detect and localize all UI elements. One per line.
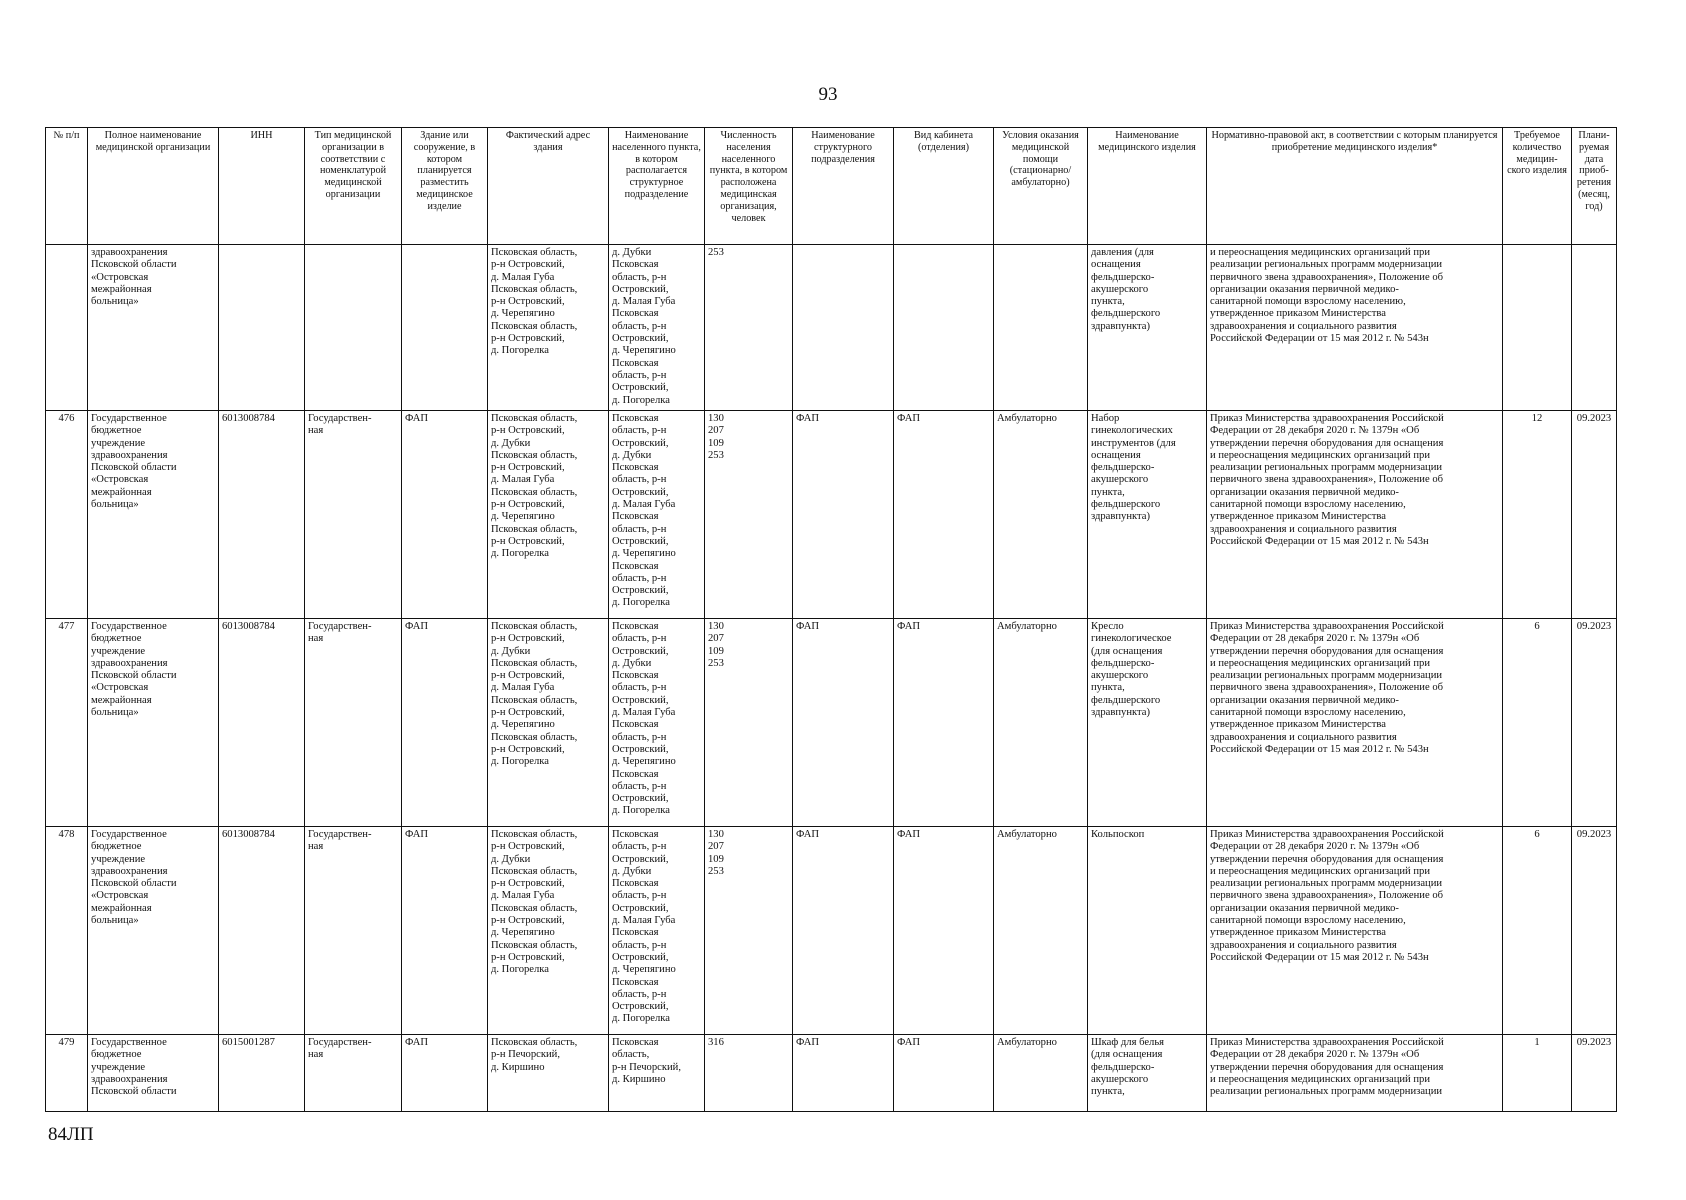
cell-num: 476	[46, 411, 88, 619]
header-act: Нормативно-правовой акт, в соответствии с которым планируется приобретение медицинского изделия*	[1207, 128, 1503, 245]
cell-cabinet	[894, 245, 994, 411]
cell-conditions: Амбулаторно	[994, 827, 1088, 1035]
cell-population: 130 207 109 253	[705, 619, 793, 827]
table-header-row	[46, 128, 1617, 245]
header-qty: Требуемое количество медицин- ского изделия	[1503, 128, 1572, 245]
cell-settlement: Псковская область, р-н Островский, д. Дубки Псковская область, р-н Островский, д. Малая Губа Псковская область, р-н Островский, д. Черепягино Псковская область, р-н Островский, д. Погорелка	[609, 411, 705, 619]
cell-act: Приказ Министерства здравоохранения Российской Федерации от 28 декабря 2020 г. № 1379н «Об утверждении перечня оборудования для оснащения и переоснащения медицинских организаций при реализации региональных программ модернизации первичного звена здравоохранения», Положение об организации оказания первичной медико- санитарной помощи взрослому населению, утвержденное приказом Министерства здравоохранения и социального развития Российской Федерации от 15 мая 2012 г. № 543н	[1207, 827, 1503, 1035]
cell-inn: 6013008784	[219, 619, 305, 827]
cell-address: Псковская область, р-н Островский, д. Малая Губа Псковская область, р-н Островский, д. Черепягино Псковская область, р-н Островский, д. Погорелка	[488, 245, 609, 411]
cell-act: Приказ Министерства здравоохранения Российской Федерации от 28 декабря 2020 г. № 1379н «Об утверждении перечня оборудования для оснащения и переоснащения медицинских организаций при реализации региональных программ модернизации первичного звена здравоохранения», Положение об организации оказания первичной медико- санитарной помощи взрослому населению, утвержденное приказом Министерства здравоохранения и социального развития Российской Федерации от 15 мая 2012 г. № 543н	[1207, 411, 1503, 619]
cell-cabinet: ФАП	[894, 1035, 994, 1112]
cell-org: Государственное бюджетное учреждение здравоохранения Псковской области «Островская межрайонная больница»	[88, 411, 219, 619]
cell-qty: 6	[1503, 619, 1572, 827]
cell-org: здравоохранения Псковской области «Островская межрайонная больница»	[88, 245, 219, 411]
cell-inn: 6013008784	[219, 827, 305, 1035]
cell-date	[1572, 245, 1617, 411]
cell-act: Приказ Министерства здравоохранения Российской Федерации от 28 декабря 2020 г. № 1379н «Об утверждении перечня оборудования для оснащения и переоснащения медицинских организаций при реализации региональных программ модернизации	[1207, 1035, 1503, 1112]
cell-building: ФАП	[402, 827, 488, 1035]
cell-num: 477	[46, 619, 88, 827]
header-building: Здание или сооружение, в котором планируется разместить медицинское изделие	[402, 128, 488, 245]
cell-date: 09.2023	[1572, 827, 1617, 1035]
page-number: 93	[818, 84, 838, 105]
cell-device: Набор гинекологических инструментов (для оснащения фельдшерско- акушерского пункта, фельдшерского здравпункта)	[1088, 411, 1207, 619]
cell-num: 478	[46, 827, 88, 1035]
cell-building: ФАП	[402, 619, 488, 827]
cell-qty: 12	[1503, 411, 1572, 619]
cell-settlement: Псковская область, р-н Островский, д. Дубки Псковская область, р-н Островский, д. Малая Губа Псковская область, р-н Островский, д. Черепягино Псковская область, р-н Островский, д. Погорелка	[609, 619, 705, 827]
cell-unit: ФАП	[793, 411, 894, 619]
cell-org: Государственное бюджетное учреждение здравоохранения Псковской области «Островская межрайонная больница»	[88, 827, 219, 1035]
cell-building: ФАП	[402, 1035, 488, 1112]
cell-address: Псковская область, р-н Островский, д. Дубки Псковская область, р-н Островский, д. Малая Губа Псковская область, р-н Островский, д. Черепягино Псковская область, р-н Островский, д. Погорелка	[488, 827, 609, 1035]
cell-date: 09.2023	[1572, 411, 1617, 619]
cell-conditions	[994, 245, 1088, 411]
cell-type	[305, 245, 402, 411]
registry-table	[45, 127, 1617, 1112]
cell-qty	[1503, 245, 1572, 411]
cell-device: давления (для оснащения фельдшерско- акушерского пункта, фельдшерского здравпункта)	[1088, 245, 1207, 411]
header-inn: ИНН	[219, 128, 305, 245]
cell-device: Кресло гинекологическое (для оснащения фельдшерско- акушерского пункта, фельдшерского здравпункта)	[1088, 619, 1207, 827]
cell-unit: ФАП	[793, 1035, 894, 1112]
cell-population: 130 207 109 253	[705, 827, 793, 1035]
cell-num: 479	[46, 1035, 88, 1112]
cell-type: Государствен- ная	[305, 411, 402, 619]
header-conditions: Условия оказания медицинской помощи (стационарно/ амбулаторно)	[994, 128, 1088, 245]
header-settlement: Наименование населенного пункта, в котором располагается структурное подразделение	[609, 128, 705, 245]
table-row	[46, 619, 1617, 827]
table-row	[46, 827, 1617, 1035]
header-org: Полное наименование медицинской организации	[88, 128, 219, 245]
cell-act: и переоснащения медицинских организаций при реализации региональных программ модернизации первичного звена здравоохранения», Положение об организации оказания первичной медико- санитарной помощи взрослому населению, утвержденное приказом Министерства здравоохранения и социального развития Российской Федерации от 15 мая 2012 г. № 543н	[1207, 245, 1503, 411]
cell-type: Государствен- ная	[305, 827, 402, 1035]
cell-act: Приказ Министерства здравоохранения Российской Федерации от 28 декабря 2020 г. № 1379н «Об утверждении перечня оборудования для оснащения и переоснащения медицинских организаций при реализации региональных программ модернизации первичного звена здравоохранения», Положение об организации оказания первичной медико- санитарной помощи взрослому населению, утвержденное приказом Министерства здравоохранения и социального развития Российской Федерации от 15 мая 2012 г. № 543н	[1207, 619, 1503, 827]
document-code: 84ЛП	[48, 1124, 94, 1145]
cell-unit	[793, 245, 894, 411]
cell-inn: 6013008784	[219, 411, 305, 619]
cell-cabinet: ФАП	[894, 411, 994, 619]
cell-population: 316	[705, 1035, 793, 1112]
cell-org: Государственное бюджетное учреждение здравоохранения Псковской области	[88, 1035, 219, 1112]
cell-conditions: Амбулаторно	[994, 411, 1088, 619]
cell-org: Государственное бюджетное учреждение здравоохранения Псковской области «Островская межрайонная больница»	[88, 619, 219, 827]
header-population: Численность населения населенного пункта, в котором расположена медицинская организация, человек	[705, 128, 793, 245]
cell-building	[402, 245, 488, 411]
cell-device: Кольпоскоп	[1088, 827, 1207, 1035]
cell-type: Государствен- ная	[305, 1035, 402, 1112]
cell-inn: 6015001287	[219, 1035, 305, 1112]
cell-conditions: Амбулаторно	[994, 619, 1088, 827]
cell-type: Государствен- ная	[305, 619, 402, 827]
header-cabinet: Вид кабинета (отделения)	[894, 128, 994, 245]
cell-qty: 1	[1503, 1035, 1572, 1112]
cell-date: 09.2023	[1572, 1035, 1617, 1112]
cell-cabinet: ФАП	[894, 827, 994, 1035]
table-row	[46, 245, 1617, 411]
cell-num	[46, 245, 88, 411]
header-type: Тип медицинской организации в соответствии с номенклатурой медицинской организации	[305, 128, 402, 245]
cell-address: Псковская область, р-н Островский, д. Дубки Псковская область, р-н Островский, д. Малая Губа Псковская область, р-н Островский, д. Черепягино Псковская область, р-н Островский, д. Погорелка	[488, 619, 609, 827]
header-unit: Наименование структурного подразделения	[793, 128, 894, 245]
cell-qty: 6	[1503, 827, 1572, 1035]
cell-unit: ФАП	[793, 827, 894, 1035]
cell-unit: ФАП	[793, 619, 894, 827]
header-device: Наименование медицинского изделия	[1088, 128, 1207, 245]
cell-address: Псковская область, р-н Печорский, д. Киршино	[488, 1035, 609, 1112]
cell-settlement: Псковская область, р-н Печорский, д. Киршино	[609, 1035, 705, 1112]
header-num: № п/п	[46, 128, 88, 245]
header-date: Плани- руемая дата приоб- ретения (месяц, год)	[1572, 128, 1617, 245]
cell-settlement: д. Дубки Псковская область, р-н Островский, д. Малая Губа Псковская область, р-н Островский, д. Черепягино Псковская область, р-н Островский, д. Погорелка	[609, 245, 705, 411]
cell-device: Шкаф для белья (для оснащения фельдшерско- акушерского пункта,	[1088, 1035, 1207, 1112]
table-row	[46, 411, 1617, 619]
cell-conditions: Амбулаторно	[994, 1035, 1088, 1112]
cell-cabinet: ФАП	[894, 619, 994, 827]
table-row	[46, 1035, 1617, 1112]
cell-population: 253	[705, 245, 793, 411]
cell-date: 09.2023	[1572, 619, 1617, 827]
cell-population: 130 207 109 253	[705, 411, 793, 619]
cell-address: Псковская область, р-н Островский, д. Дубки Псковская область, р-н Островский, д. Малая Губа Псковская область, р-н Островский, д. Черепягино Псковская область, р-н Островский, д. Погорелка	[488, 411, 609, 619]
header-address: Фактический адрес здания	[488, 128, 609, 245]
cell-settlement: Псковская область, р-н Островский, д. Дубки Псковская область, р-н Островский, д. Малая Губа Псковская область, р-н Островский, д. Черепягино Псковская область, р-н Островский, д. Погорелка	[609, 827, 705, 1035]
cell-inn	[219, 245, 305, 411]
cell-building: ФАП	[402, 411, 488, 619]
